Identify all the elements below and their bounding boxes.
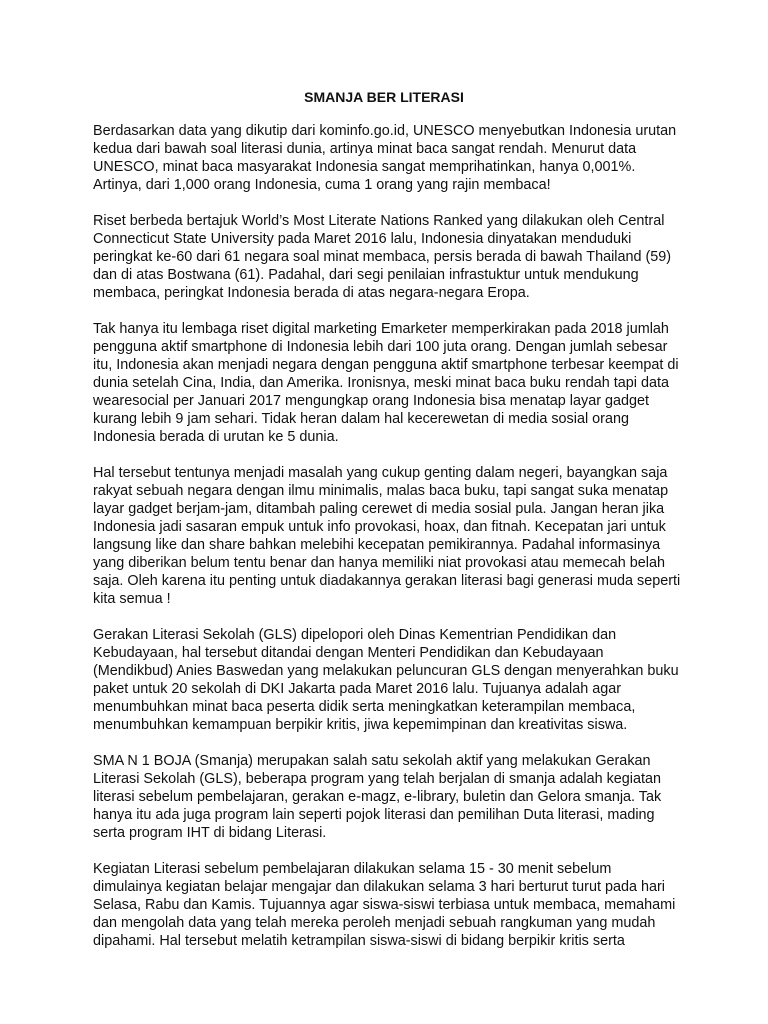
paragraph-line: Hal tersebut tentunya menjadi masalah yang cukup genting dalam negeri, bayangkan saja — [93, 465, 668, 481]
paragraph-line: hanya itu ada juga program lain seperti pojok literasi dan pemilihan Duta literasi, mading — [93, 807, 655, 823]
paragraph-line: peringkat ke-60 dari 61 negara soal minat membaca, persis berada di bawah Thailand (59) — [93, 249, 672, 265]
paragraph-line: Selasa, Rabu dan Kamis. Tujuannya agar siswa-siswi terbiasa untuk membaca, memahami — [93, 897, 676, 913]
paragraph-line: membaca, peringkat Indonesia berada di atas negara-negara Eropa. — [93, 285, 530, 301]
paragraph-line: langsung like dan share bahkan melebihi kecepatan pemikirannya. Padahal informasinya — [93, 537, 661, 553]
paragraph-line: Tak hanya itu lembaga riset digital marketing Emarketer memperkirakan pada 2018 jumlah — [93, 321, 669, 337]
paragraph-line: dan di atas Bostwana (61). Padahal, dari segi penilaian infrastuktur untuk mendukung — [93, 267, 639, 283]
paragraph-line: dunia setelah Cina, India, dan Amerika. Ironisnya, meski minat baca buku rendah tapi data — [93, 375, 669, 391]
paragraph-line: itu, Indonesia akan menjadi negara dengan pengguna aktif smartphone terbesar keempat di — [93, 357, 679, 373]
document-body — [93, 122, 683, 968]
paragraph-line: menumbuhkan kemampuan berpikir kritis, jiwa kepemimpinan dan kreativitas siswa. — [93, 717, 628, 733]
paragraph-line: kurang lebih 9 jam sehari. Tidak heran dalam hal kecerewetan di media sosial orang — [93, 411, 629, 427]
paragraph-line: dipahami. Hal tersebut melatih ketrampilan siswa-siswi di bidang berpikir kritis serta — [93, 933, 625, 949]
paragraph — [93, 464, 683, 608]
paragraph-line: Literasi Sekolah (GLS), beberapa program yang telah berjalan di smanja adalah kegiatan — [93, 771, 661, 787]
paragraph-line: Indonesia jadi sasaran empuk untuk info provokasi, hoax, dan fitnah. Kecepatan jari untuk — [93, 519, 666, 535]
paragraph-line: yang diberikan belum tentu benar dan hanya memiliki niat provokasi atau memecah belah — [93, 555, 665, 571]
paragraph-line: UNESCO, minat baca masyarakat Indonesia sangat memprihatinkan, hanya 0,001%. — [93, 159, 636, 175]
paragraph-line: saja. Oleh karena itu penting untuk diadakannya gerakan literasi bagi generasi muda seperti — [93, 573, 681, 589]
paragraph-line: paket untuk 20 sekolah di DKI Jakarta pada Maret 2016 lalu. Tujuanya adalah agar — [93, 681, 622, 697]
paragraph-line: (Mendikbud) Anies Baswedan yang melakukan peluncuran GLS dengan menyerahkan buku — [93, 663, 679, 679]
paragraph-line: literasi sebelum pembelajaran, gerakan e-magz, e-library, buletin dan Gelora smanja. Tak — [93, 789, 662, 805]
paragraph-line: Artinya, dari 1,000 orang Indonesia, cuma 1 orang yang rajin membaca! — [93, 177, 551, 193]
paragraph-line: dimulainya kegiatan belajar mengajar dan dilakukan selama 3 hari berturut turut pada hari — [93, 879, 665, 895]
paragraph-line: Indonesia berada di urutan ke 5 dunia. — [93, 429, 339, 445]
paragraph-line: layar gadget berjam-jam, ditambah paling cerewet di media sosial pula. Jangan heran jika — [93, 501, 665, 517]
paragraph-line: Kegiatan Literasi sebelum pembelajaran dilakukan selama 15 - 30 menit sebelum — [93, 861, 612, 877]
paragraph-line: wearesocial per Januari 2017 mengungkap orang Indonesia bisa menatap layar gadget — [93, 393, 650, 409]
paragraph — [93, 320, 683, 446]
paragraph-line: SMA N 1 BOJA (Smanja) merupakan salah satu sekolah aktif yang melakukan Gerakan — [93, 753, 651, 769]
paragraph-line: serta program IHT di bidang Literasi. — [93, 825, 327, 841]
paragraph-line: kedua dari bawah soal literasi dunia, artinya minat baca sangat rendah. Menurut data — [93, 141, 637, 157]
paragraph-line: Gerakan Literasi Sekolah (GLS) dipelopori oleh Dinas Kementrian Pendidikan dan — [93, 627, 617, 643]
document-title: SMANJA BER LITERASI — [304, 89, 464, 105]
paragraph — [93, 122, 683, 194]
paragraph-line: Kebudayaan, hal tersebut ditandai dengan Menteri Pendidikan dan Kebudayaan — [93, 645, 604, 661]
paragraph-line: kita semua ! — [93, 591, 171, 607]
paragraph — [93, 212, 683, 302]
paragraph-line: rakyat sebuah negara dengan ilmu minimalis, malas baca buku, tapi sangat suka menatap — [93, 483, 669, 499]
paragraph — [93, 626, 683, 734]
paragraph-line: pengguna aktif smartphone di Indonesia lebih dari 100 juta orang. Dengan jumlah sebesar — [93, 339, 668, 355]
paragraph-line: dan mengolah data yang telah mereka peroleh menjadi sebuah rangkuman yang mudah — [93, 915, 656, 931]
paragraph-line: Berdasarkan data yang dikutip dari kominfo.go.id, UNESCO menyebutkan Indonesia urutan — [93, 123, 677, 139]
paragraph — [93, 752, 683, 842]
paragraph — [93, 860, 683, 950]
paragraph-line: Connecticut State University pada Maret 2016 lalu, Indonesia dinyatakan menduduki — [93, 231, 632, 247]
paragraph-line: menumbuhkan minat baca peserta didik serta meningkatkan keterampilan membaca, — [93, 699, 636, 715]
paragraph-line: Riset berbeda bertajuk World’s Most Literate Nations Ranked yang dilakukan oleh Central — [93, 213, 665, 229]
